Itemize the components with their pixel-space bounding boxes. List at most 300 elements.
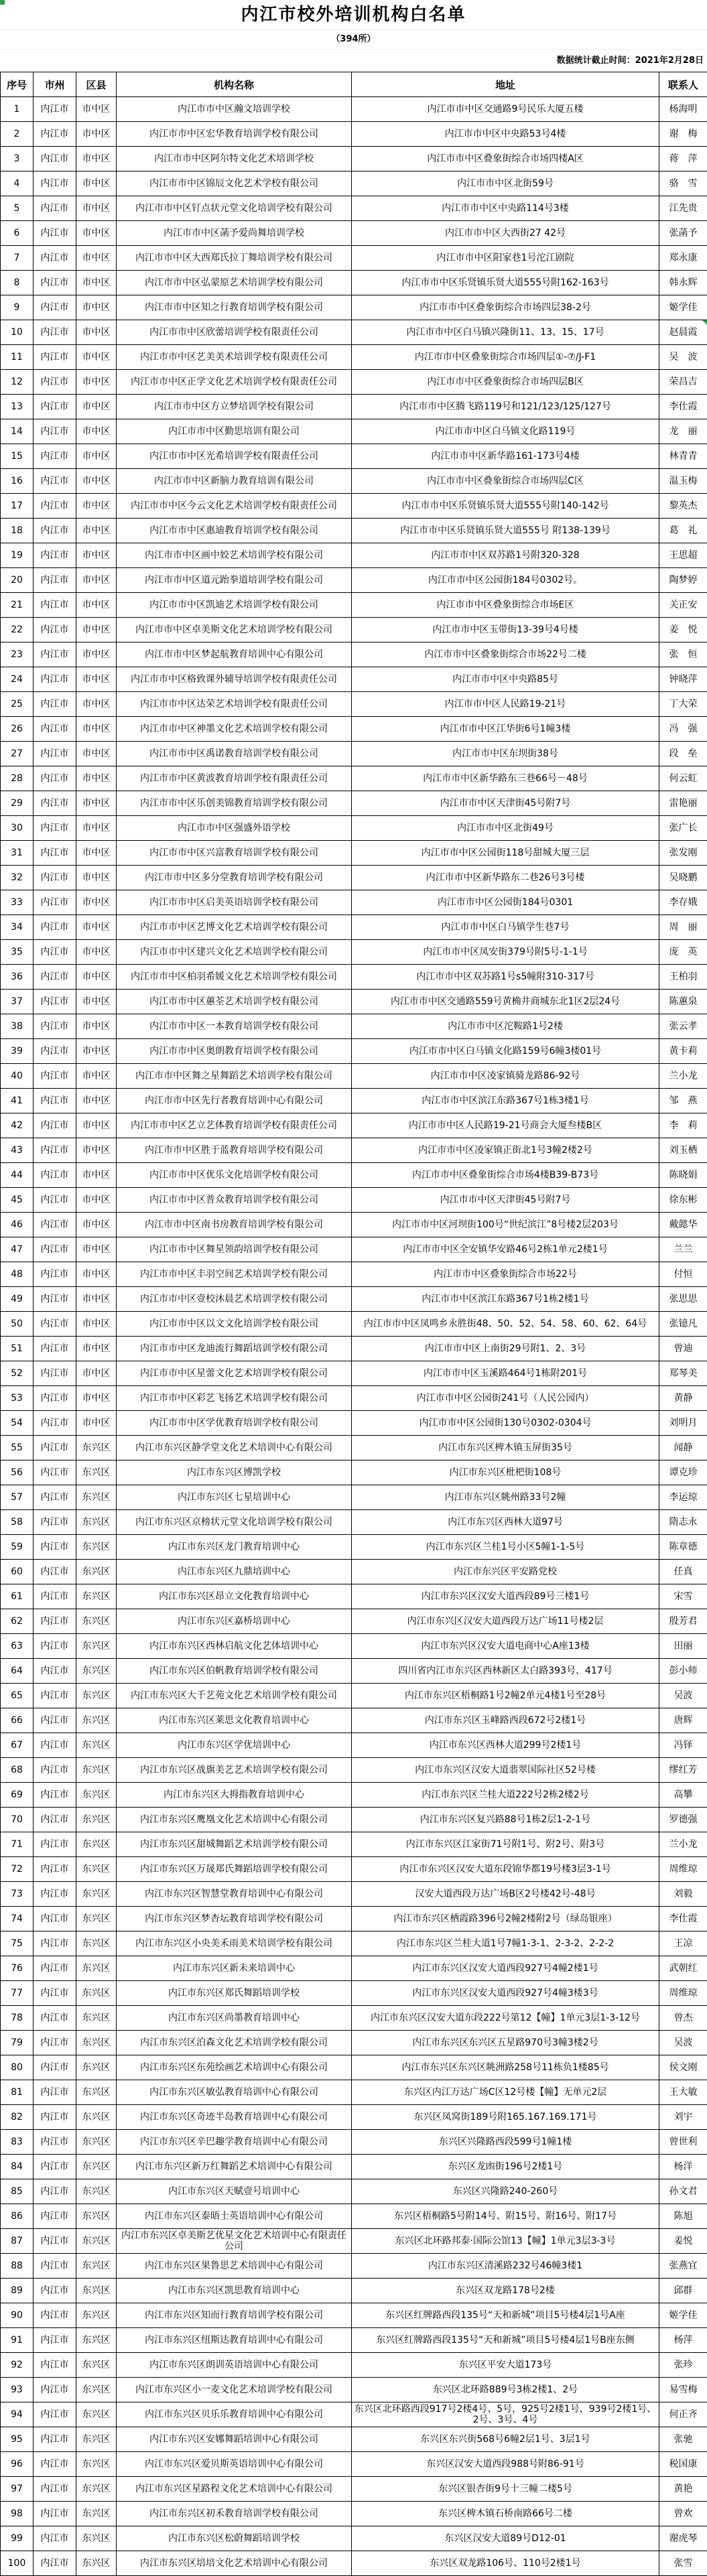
cell-contact: 彭小师: [659, 1659, 707, 1684]
cell-city: 内江市: [34, 2452, 76, 2477]
cell-index: 1: [1, 97, 34, 122]
cell-org-name: 内江市市中区今云文化艺术培训学校有限责任公司: [117, 494, 352, 519]
table-row: [1, 1981, 707, 2006]
cell-index: 49: [1, 1287, 34, 1312]
table-row: [1, 965, 707, 990]
cell-address: 内江市市中区中央路53号4楼: [352, 122, 659, 147]
cell-contact: 杨洋: [659, 2155, 707, 2179]
cell-org-name: 内江市市中区丰羽空间艺术培训学校有限公司: [117, 1262, 352, 1287]
cell-address: 内江市市中区白马镇文化路159号6幢3楼01号: [352, 1039, 659, 1064]
cell-org-name: 内江市市中区瀚文培训学校: [117, 97, 352, 122]
cell-address: 内江市市中区人民路19-21号商会大厦叁楼B区: [352, 1113, 659, 1138]
table-row: [1, 2551, 707, 2576]
cell-address: 内江市东兴区汉安大道东段222号第12【幢】1单元3层1-3-12号: [352, 2006, 659, 2031]
cell-contact: 兰小龙: [659, 1064, 707, 1089]
cell-contact: 吴晓鹏: [659, 866, 707, 890]
cell-org-name: 内江市市中区钉点状元堂文化培训学校有限公司: [117, 196, 352, 221]
table-row: [1, 221, 707, 246]
cell-address: 东兴区梧桐路5号附14号、附15号、附16号、附17号: [352, 2204, 659, 2229]
cell-address: 内江市市中区玉带街13-39号4号楼: [352, 618, 659, 642]
cell-org-name: 内江市市中区星蕾文化艺术培训学校有限公司: [117, 1361, 352, 1386]
cell-org-name: 内江市市中区艺美美术培训学校有限责任公司: [117, 345, 352, 370]
cell-contact: 刘毅: [659, 1882, 707, 1907]
cell-address: 内江市东兴区汉安大道西段927号4幢2楼1号: [352, 1956, 659, 1981]
cell-city: 内江市: [34, 2279, 76, 2303]
cell-address: 东兴区龙凼街196号2楼1号: [352, 2155, 659, 2179]
cell-district: 东兴区: [76, 1634, 117, 1659]
cell-city: 内江市: [34, 1808, 76, 1832]
cell-address: 内江市市中区东坝街38号: [352, 742, 659, 766]
cell-org-name: 内江市市中区锦辰文化艺术学校有限公司: [117, 172, 352, 196]
table-row: [1, 1237, 707, 1262]
cell-city: 内江市: [34, 915, 76, 940]
cell-city: 内江市: [34, 593, 76, 618]
cell-district: 市中区: [76, 419, 117, 444]
cell-index: 18: [1, 519, 34, 543]
cell-address: 内江市市中区新华路东三巷66号－48号: [352, 766, 659, 791]
cell-index: 89: [1, 2279, 34, 2303]
cell-district: 东兴区: [76, 1436, 117, 1461]
cell-district: 市中区: [76, 667, 117, 692]
cell-district: 东兴区: [76, 1882, 117, 1907]
cell-district: 东兴区: [76, 2254, 117, 2279]
cell-index: 27: [1, 742, 34, 766]
cell-index: 95: [1, 2427, 34, 2452]
cell-contact: 曾杰: [659, 2006, 707, 2031]
cell-index: 79: [1, 2031, 34, 2055]
cell-city: 内江市: [34, 1039, 76, 1064]
cell-district: 市中区: [76, 395, 117, 419]
cell-district: 东兴区: [76, 2179, 117, 2204]
cell-district: 东兴区: [76, 2452, 117, 2477]
cell-contact: 兰小龙: [659, 1832, 707, 1857]
cell-city: 内江市: [34, 766, 76, 791]
cell-address: 内江市市中区叠象街综合市场四层38-2号: [352, 295, 659, 320]
table-row: [1, 345, 707, 370]
cell-address: 内江市东兴区西林大道97号: [352, 1510, 659, 1535]
table-row: [1, 1312, 707, 1337]
cell-district: 市中区: [76, 271, 117, 295]
cell-org-name: 内江市市中区凯迪艺术培训学校有限公司: [117, 593, 352, 618]
cell-index: 84: [1, 2155, 34, 2179]
cell-index: 36: [1, 965, 34, 990]
cell-district: 市中区: [76, 1337, 117, 1361]
cell-address: 东兴区北环路889号3栋2楼1、2号: [352, 2378, 659, 2402]
cell-contact: 李 莉: [659, 1113, 707, 1138]
cell-city: 内江市: [34, 1733, 76, 1758]
cell-index: 87: [1, 2229, 34, 2254]
cell-address: 东兴区汉安大道西段988号附86-91号: [352, 2452, 659, 2477]
cell-address: 内江市市中区大西街27 42号: [352, 221, 659, 246]
cell-org-name: 内江市市中区奥朗教育培训学校有限公司: [117, 1039, 352, 1064]
cell-org-name: 内江市东兴区果鲁思艺术培训中心有限公司: [117, 2254, 352, 2279]
cell-contact: 宋雪: [659, 1584, 707, 1609]
cell-city: 内江市: [34, 618, 76, 642]
cell-contact: 谢 梅: [659, 122, 707, 147]
cell-index: 30: [1, 816, 34, 841]
cell-index: 82: [1, 2105, 34, 2130]
cell-contact: 葛 礼: [659, 519, 707, 543]
cell-index: 21: [1, 593, 34, 618]
table-row: [1, 2055, 707, 2080]
cell-contact: 侯文刚: [659, 2055, 707, 2080]
cell-address: 内江市东兴区玉峰路西段672号2楼1号: [352, 1708, 659, 1733]
cell-contact: 荣昌吉: [659, 370, 707, 395]
cell-contact: 王柏羽: [659, 965, 707, 990]
cell-address: 内江市市中区公园街118号甜城大厦三层: [352, 841, 659, 866]
cell-district: 市中区: [76, 593, 117, 618]
cell-address: 内江市市中区天津街45号附7号: [352, 1188, 659, 1213]
cell-index: 22: [1, 618, 34, 642]
cell-city: 内江市: [34, 1461, 76, 1485]
cell-district: 市中区: [76, 1138, 117, 1163]
table-row: [1, 1287, 707, 1312]
cell-address: 东兴区椑木镇石桥南路66号二楼: [352, 2502, 659, 2526]
cell-index: 97: [1, 2477, 34, 2502]
cell-city: 内江市: [34, 1560, 76, 1584]
cell-org-name: 内江市市中区蕙荃艺术培训学校有限公司: [117, 990, 352, 1014]
cell-city: 内江市: [34, 692, 76, 717]
cell-index: 88: [1, 2254, 34, 2279]
cell-address: 内江市东兴区椑木镇玉屏街35号: [352, 1436, 659, 1461]
cell-index: 91: [1, 2328, 34, 2353]
cell-index: 6: [1, 221, 34, 246]
cell-org-name: 内江市市中区强盛外语学校: [117, 816, 352, 841]
cell-index: 67: [1, 1733, 34, 1758]
cell-org-name: 内江市东兴区万晟郑氏舞蹈培训学校有限公司: [117, 1857, 352, 1882]
cell-org-name: 内江市市中区艺立艺体教育培训学校有限责任公司: [117, 1113, 352, 1138]
cell-district: 市中区: [76, 1312, 117, 1337]
cell-address: 内江市东兴区汉安大道西段927号4幢3楼3号: [352, 1981, 659, 2006]
cell-address: 内江市市中区滨江东路367号1栋3楼1号: [352, 1089, 659, 1113]
cell-city: 内江市: [34, 1436, 76, 1461]
table-row: [1, 593, 707, 618]
cell-city: 内江市: [34, 320, 76, 345]
cell-address: 内江市东兴区复兴路88号1栋2层1-2-1号: [352, 1808, 659, 1832]
column-header: 区县: [76, 72, 117, 97]
table-row: [1, 320, 707, 345]
table-row: [1, 1064, 707, 1089]
cell-address: 内江市市中区沱鞍路1号2楼: [352, 1014, 659, 1039]
cell-contact: 孙文君: [659, 2179, 707, 2204]
cell-city: 内江市: [34, 2328, 76, 2353]
sheet-corner-marker: [0, 0, 5, 5]
cell-org-name: 内江市东兴区卓美斯艺优星文化艺术培训中心有限责任公司: [117, 2229, 352, 2254]
cell-org-name: 内江市市中区普众教育培训学校有限公司: [117, 1188, 352, 1213]
cell-district: 东兴区: [76, 1510, 117, 1535]
cell-district: 市中区: [76, 1213, 117, 1237]
table-row: [1, 2254, 707, 2279]
table-row: [1, 1931, 707, 1956]
cell-city: 内江市: [34, 147, 76, 172]
cell-district: 东兴区: [76, 1981, 117, 2006]
cell-district: 市中区: [76, 568, 117, 593]
cell-district: 东兴区: [76, 1485, 117, 1510]
cell-address: 内江市东兴区眺州路33号2幢: [352, 1485, 659, 1510]
cell-district: 市中区: [76, 742, 117, 766]
table-row: [1, 940, 707, 965]
cell-index: 80: [1, 2055, 34, 2080]
cell-index: 71: [1, 1832, 34, 1857]
cell-index: 78: [1, 2006, 34, 2031]
cell-city: 内江市: [34, 1014, 76, 1039]
cell-city: 内江市: [34, 1882, 76, 1907]
cell-index: 20: [1, 568, 34, 593]
table-row: [1, 395, 707, 419]
cell-index: 58: [1, 1510, 34, 1535]
cell-org-name: 内江市市中区南书房教育培训学校有限公司: [117, 1213, 352, 1237]
cell-contact: 雷艳丽: [659, 791, 707, 816]
cell-org-name: 内江市东兴区敏弘教育培训中心有限公司: [117, 2080, 352, 2105]
cell-index: 16: [1, 469, 34, 494]
cell-district: 东兴区: [76, 1461, 117, 1485]
cell-index: 65: [1, 1684, 34, 1708]
cell-org-name: 内江市市中区启美英语培训学校有限公司: [117, 890, 352, 915]
cell-address: 内江市东兴区枇杷街108号: [352, 1461, 659, 1485]
cell-org-name: 内江市市中区建兴文化艺术培训学校有限公司: [117, 940, 352, 965]
cell-contact: 邹 燕: [659, 1089, 707, 1113]
cell-city: 内江市: [34, 2229, 76, 2254]
cell-org-name: 内江市东兴区安娜舞蹈培训中心有限公司: [117, 2427, 352, 2452]
cell-org-name: 内江市东兴区鹰凰文化艺术培训中心有限公司: [117, 1808, 352, 1832]
table-row: [1, 2378, 707, 2402]
cell-address: 内江市东兴区汉安大道翡翠国际社区52号楼: [352, 1758, 659, 1783]
cell-org-name: 内江市市中区优乐文化培训学校有限公司: [117, 1163, 352, 1188]
cell-city: 内江市: [34, 221, 76, 246]
table-row: [1, 1138, 707, 1163]
cell-contact: 郑琴美: [659, 1361, 707, 1386]
cell-index: 44: [1, 1163, 34, 1188]
cell-org-name: 内江市东兴区贝乐乐教育培训中心有限公司: [117, 2402, 352, 2427]
table-row: [1, 1808, 707, 1832]
cell-city: 内江市: [34, 1113, 76, 1138]
cell-city: 内江市: [34, 122, 76, 147]
cell-address: 内江市东兴区平安路党校: [352, 1560, 659, 1584]
cell-index: 3: [1, 147, 34, 172]
cell-district: 市中区: [76, 1014, 117, 1039]
cell-district: 东兴区: [76, 2155, 117, 2179]
cell-org-name: 内江市东兴区新万红舞蹈艺术培训中心有限公司: [117, 2155, 352, 2179]
cell-contact: 黄艳: [659, 2477, 707, 2502]
table-row: [1, 1039, 707, 1064]
cell-district: 东兴区: [76, 1560, 117, 1584]
cell-org-name: 内江市市中区艺博文化艺术培训学校有限公司: [117, 915, 352, 940]
cell-index: 11: [1, 345, 34, 370]
cell-city: 内江市: [34, 2204, 76, 2229]
cell-contact: 陈蕙泉: [659, 990, 707, 1014]
cell-index: 92: [1, 2353, 34, 2378]
cell-address: 内江市市中区腾飞路119号和121/123/125/127号: [352, 395, 659, 419]
cell-index: 31: [1, 841, 34, 866]
cell-city: 内江市: [34, 2402, 76, 2427]
cell-address: 内江市东兴区西林大道299号2楼1号: [352, 1733, 659, 1758]
cell-address: 内江市市中区天津街45号附7号: [352, 791, 659, 816]
cell-city: 内江市: [34, 667, 76, 692]
cell-district: 东兴区: [76, 2526, 117, 2551]
table-row: [1, 1262, 707, 1287]
cell-org-name: 内江市东兴区爱贝斯英语培训中心有限公司: [117, 2452, 352, 2477]
table-row: [1, 1510, 707, 1535]
cell-contact: 冯铎: [659, 1733, 707, 1758]
cell-index: 15: [1, 444, 34, 469]
cell-index: 24: [1, 667, 34, 692]
cell-city: 内江市: [34, 1634, 76, 1659]
cell-address: 内江市市中区叠象街综合市场4楼B39-B73号: [352, 1163, 659, 1188]
cell-contact: 刘玉栖: [659, 1138, 707, 1163]
cell-index: 56: [1, 1461, 34, 1485]
cell-district: 市中区: [76, 345, 117, 370]
cell-address: 内江市市中区叠象街综合市场四层①-⑦/J-F1: [352, 345, 659, 370]
cell-district: 市中区: [76, 196, 117, 221]
table-row: [1, 419, 707, 444]
table-row: [1, 2229, 707, 2254]
cell-district: 市中区: [76, 1064, 117, 1089]
cell-index: 2: [1, 122, 34, 147]
cell-city: 内江市: [34, 1981, 76, 2006]
cell-org-name: 内江市东兴区甜城舞蹈艺术培训学校有限公司: [117, 1832, 352, 1857]
cell-contact: 龙 丽: [659, 419, 707, 444]
table-row: [1, 742, 707, 766]
table-row: [1, 1188, 707, 1213]
cell-org-name: 内江市东兴区莱思文化教育培训中心: [117, 1708, 352, 1733]
table-row: [1, 543, 707, 568]
cell-district: 市中区: [76, 97, 117, 122]
cell-address: 东兴区平安大道173号: [352, 2353, 659, 2378]
cell-city: 内江市: [34, 395, 76, 419]
cell-org-name: 内江市市中区卓美斯文化艺术培训学校有限公司: [117, 618, 352, 642]
cell-address: 内江市市中区叠象街综合市场四层B区: [352, 370, 659, 395]
cell-org-name: 内江市市中区欣蕾培训学校有限责任公司: [117, 320, 352, 345]
cell-address: 内江市东兴区东兴区眺洲路258号11栋负1楼85号: [352, 2055, 659, 2080]
cell-index: 19: [1, 543, 34, 568]
cell-index: 73: [1, 1882, 34, 1907]
cell-org-name: 内江市市中区勤思培训有限公司: [117, 419, 352, 444]
cell-address: 内江市市中区乐贤镇乐贤大道555号 附138-139号: [352, 519, 659, 543]
cell-city: 内江市: [34, 469, 76, 494]
cell-index: 60: [1, 1560, 34, 1584]
cell-contact: 何云虹: [659, 766, 707, 791]
cell-org-name: 内江市市中区彩艺飞扬艺术培训学校有限公司: [117, 1386, 352, 1411]
cell-org-name: 内江市市中区胜于蓝教育培训学校有限公司: [117, 1138, 352, 1163]
cell-contact: 张思思: [659, 1287, 707, 1312]
cell-address: 东兴区双龙路106号、110号2楼1号: [352, 2551, 659, 2576]
cell-org-name: 内江市东兴区小央美禾雨美术培训学校有限公司: [117, 1931, 352, 1956]
cell-district: 市中区: [76, 965, 117, 990]
cell-address: 内江市市中区全安镇华安路46号2栋1单元2楼1号: [352, 1237, 659, 1262]
cell-contact: 姬学佳: [659, 2303, 707, 2328]
cell-contact: 谢虎琴: [659, 2526, 707, 2551]
cell-index: 61: [1, 1584, 34, 1609]
cell-org-name: 内江市东兴区尚墨教育培训中心: [117, 2006, 352, 2031]
cell-city: 内江市: [34, 2551, 76, 2576]
cell-org-name: 内江市市中区正学文化艺术培训学校有限责任公司: [117, 370, 352, 395]
table-row: [1, 1361, 707, 1386]
cell-district: 东兴区: [76, 1733, 117, 1758]
table-row: [1, 122, 707, 147]
table-row: [1, 1758, 707, 1783]
cell-org-name: 内江市东兴区智慧堂教育培训中心有限公司: [117, 1882, 352, 1907]
cell-org-name: 内江市东兴区泰晤士英语培训中心有限公司: [117, 2204, 352, 2229]
cell-district: 东兴区: [76, 1584, 117, 1609]
cell-district: 市中区: [76, 1361, 117, 1386]
cell-district: 市中区: [76, 841, 117, 866]
cell-contact: 江先贵: [659, 196, 707, 221]
cell-city: 内江市: [34, 1684, 76, 1708]
cell-contact: 周维琼: [659, 1857, 707, 1882]
table-row: [1, 2477, 707, 2502]
cell-district: 市中区: [76, 172, 117, 196]
cell-org-name: 内江市市中区先行者教育培训中心有限公司: [117, 1089, 352, 1113]
cell-city: 内江市: [34, 2378, 76, 2402]
table-row: [1, 1113, 707, 1138]
cell-address: 内江市市中区乐贤镇乐贤大道555号附162-163号: [352, 271, 659, 295]
cell-index: 86: [1, 2204, 34, 2229]
cell-org-name: 内江市市中区阿尔特文化艺术培训学校: [117, 147, 352, 172]
cell-contact: 赵晨霞: [659, 320, 707, 345]
cell-district: 市中区: [76, 469, 117, 494]
cell-district: 市中区: [76, 618, 117, 642]
cell-city: 内江市: [34, 1857, 76, 1882]
cell-org-name: 内江市市中区菡予爱尚舞培训学校: [117, 221, 352, 246]
cell-org-name: 内江市东兴区松蔚舞蹈培训学校: [117, 2526, 352, 2551]
cell-address: 内江市市中区交通路9号民乐大厦五楼: [352, 97, 659, 122]
table-row: [1, 469, 707, 494]
cell-district: 东兴区: [76, 1684, 117, 1708]
cell-district: 东兴区: [76, 1832, 117, 1857]
cell-org-name: 内江市市中区多分堂教育培训学校有限公司: [117, 866, 352, 890]
cell-org-name: 内江市市中区惠迪教育培训学校有限公司: [117, 519, 352, 543]
table-row: [1, 642, 707, 667]
cell-org-name: 内江市市中区舞之星舞蹈艺术培训学校有限公司: [117, 1064, 352, 1089]
table-row: [1, 1461, 707, 1485]
table-row: [1, 2328, 707, 2353]
cell-city: 内江市: [34, 1708, 76, 1733]
cell-district: 东兴区: [76, 1783, 117, 1808]
cell-index: 7: [1, 246, 34, 271]
cell-city: 内江市: [34, 2254, 76, 2279]
table-row: [1, 1956, 707, 1981]
table-row: [1, 1485, 707, 1510]
cell-city: 内江市: [34, 890, 76, 915]
cell-city: 内江市: [34, 841, 76, 866]
table-row: [1, 97, 707, 122]
cell-city: 内江市: [34, 1783, 76, 1808]
table-row: [1, 1411, 707, 1436]
cell-address: 东兴区北环路邦泰·国际公馆13【幢】1单元3层3-3号: [352, 2229, 659, 2254]
cell-district: 东兴区: [76, 2229, 117, 2254]
cell-city: 内江市: [34, 295, 76, 320]
cell-city: 内江市: [34, 1659, 76, 1684]
cell-city: 内江市: [34, 568, 76, 593]
table-row: [1, 816, 707, 841]
cell-district: 市中区: [76, 915, 117, 940]
cell-org-name: 内江市东兴区凯思教育培训中心: [117, 2279, 352, 2303]
cell-address: 内江市东兴区汉安大道东段锦华都19号楼3层3-1号: [352, 1857, 659, 1882]
cell-org-name: 内江市东兴区新未来培训中心: [117, 1956, 352, 1981]
cell-address: 内江市市中区双苏路1号s5幢附310-317号: [352, 965, 659, 990]
cell-contact: 武朝红: [659, 1956, 707, 1981]
cell-address: 内江市东兴区江家街71号附1号、附2号、附3号: [352, 1832, 659, 1857]
cell-contact: 徐东彬: [659, 1188, 707, 1213]
cell-address: 东兴区兴隆路西段599号1幢1楼: [352, 2130, 659, 2155]
cell-org-name: 内江市东兴区博凯学校: [117, 1461, 352, 1485]
cell-contact: 钟晓萍: [659, 667, 707, 692]
table-row: [1, 2279, 707, 2303]
cell-city: 内江市: [34, 1213, 76, 1237]
cell-district: 市中区: [76, 1262, 117, 1287]
table-row: [1, 2031, 707, 2055]
cell-city: 内江市: [34, 1510, 76, 1535]
